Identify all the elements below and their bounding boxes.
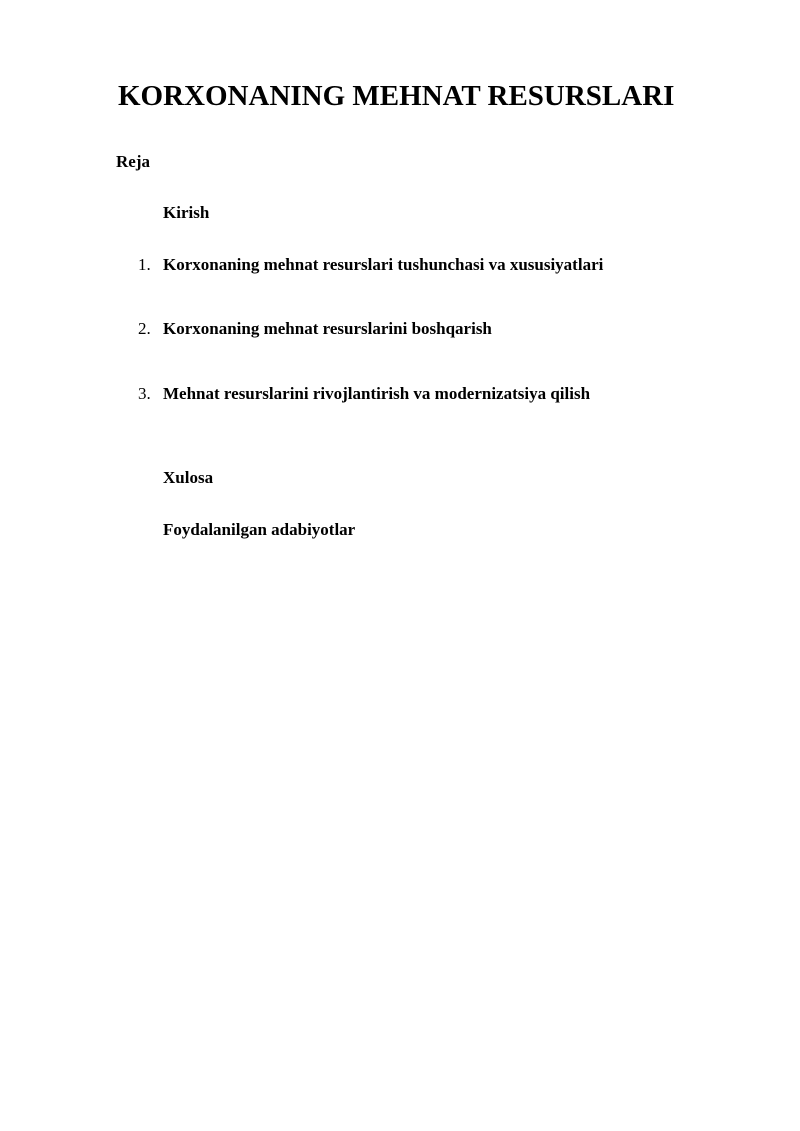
list-item: Korxonaning mehnat resurslarini boshqarish xyxy=(163,319,492,338)
plan-heading: Reja xyxy=(116,152,150,171)
list-item: Mehnat resurslarini rivojlantirish va modernizatsiya qilish xyxy=(163,384,591,403)
list-item-number: 2. xyxy=(138,319,151,338)
list-item-number: 1. xyxy=(138,255,151,274)
conclusion-item: Xulosa xyxy=(163,468,214,487)
list-item: Korxonaning mehnat resurslari tushunchasi va xususiyatlari xyxy=(163,255,604,274)
references-item: Foydalanilgan adabiyotlar xyxy=(163,520,356,539)
intro-item: Kirish xyxy=(163,203,210,222)
list-item-number: 3. xyxy=(138,384,151,403)
document-title: KORXONANING MEHNAT RESURSLARI xyxy=(118,80,675,112)
